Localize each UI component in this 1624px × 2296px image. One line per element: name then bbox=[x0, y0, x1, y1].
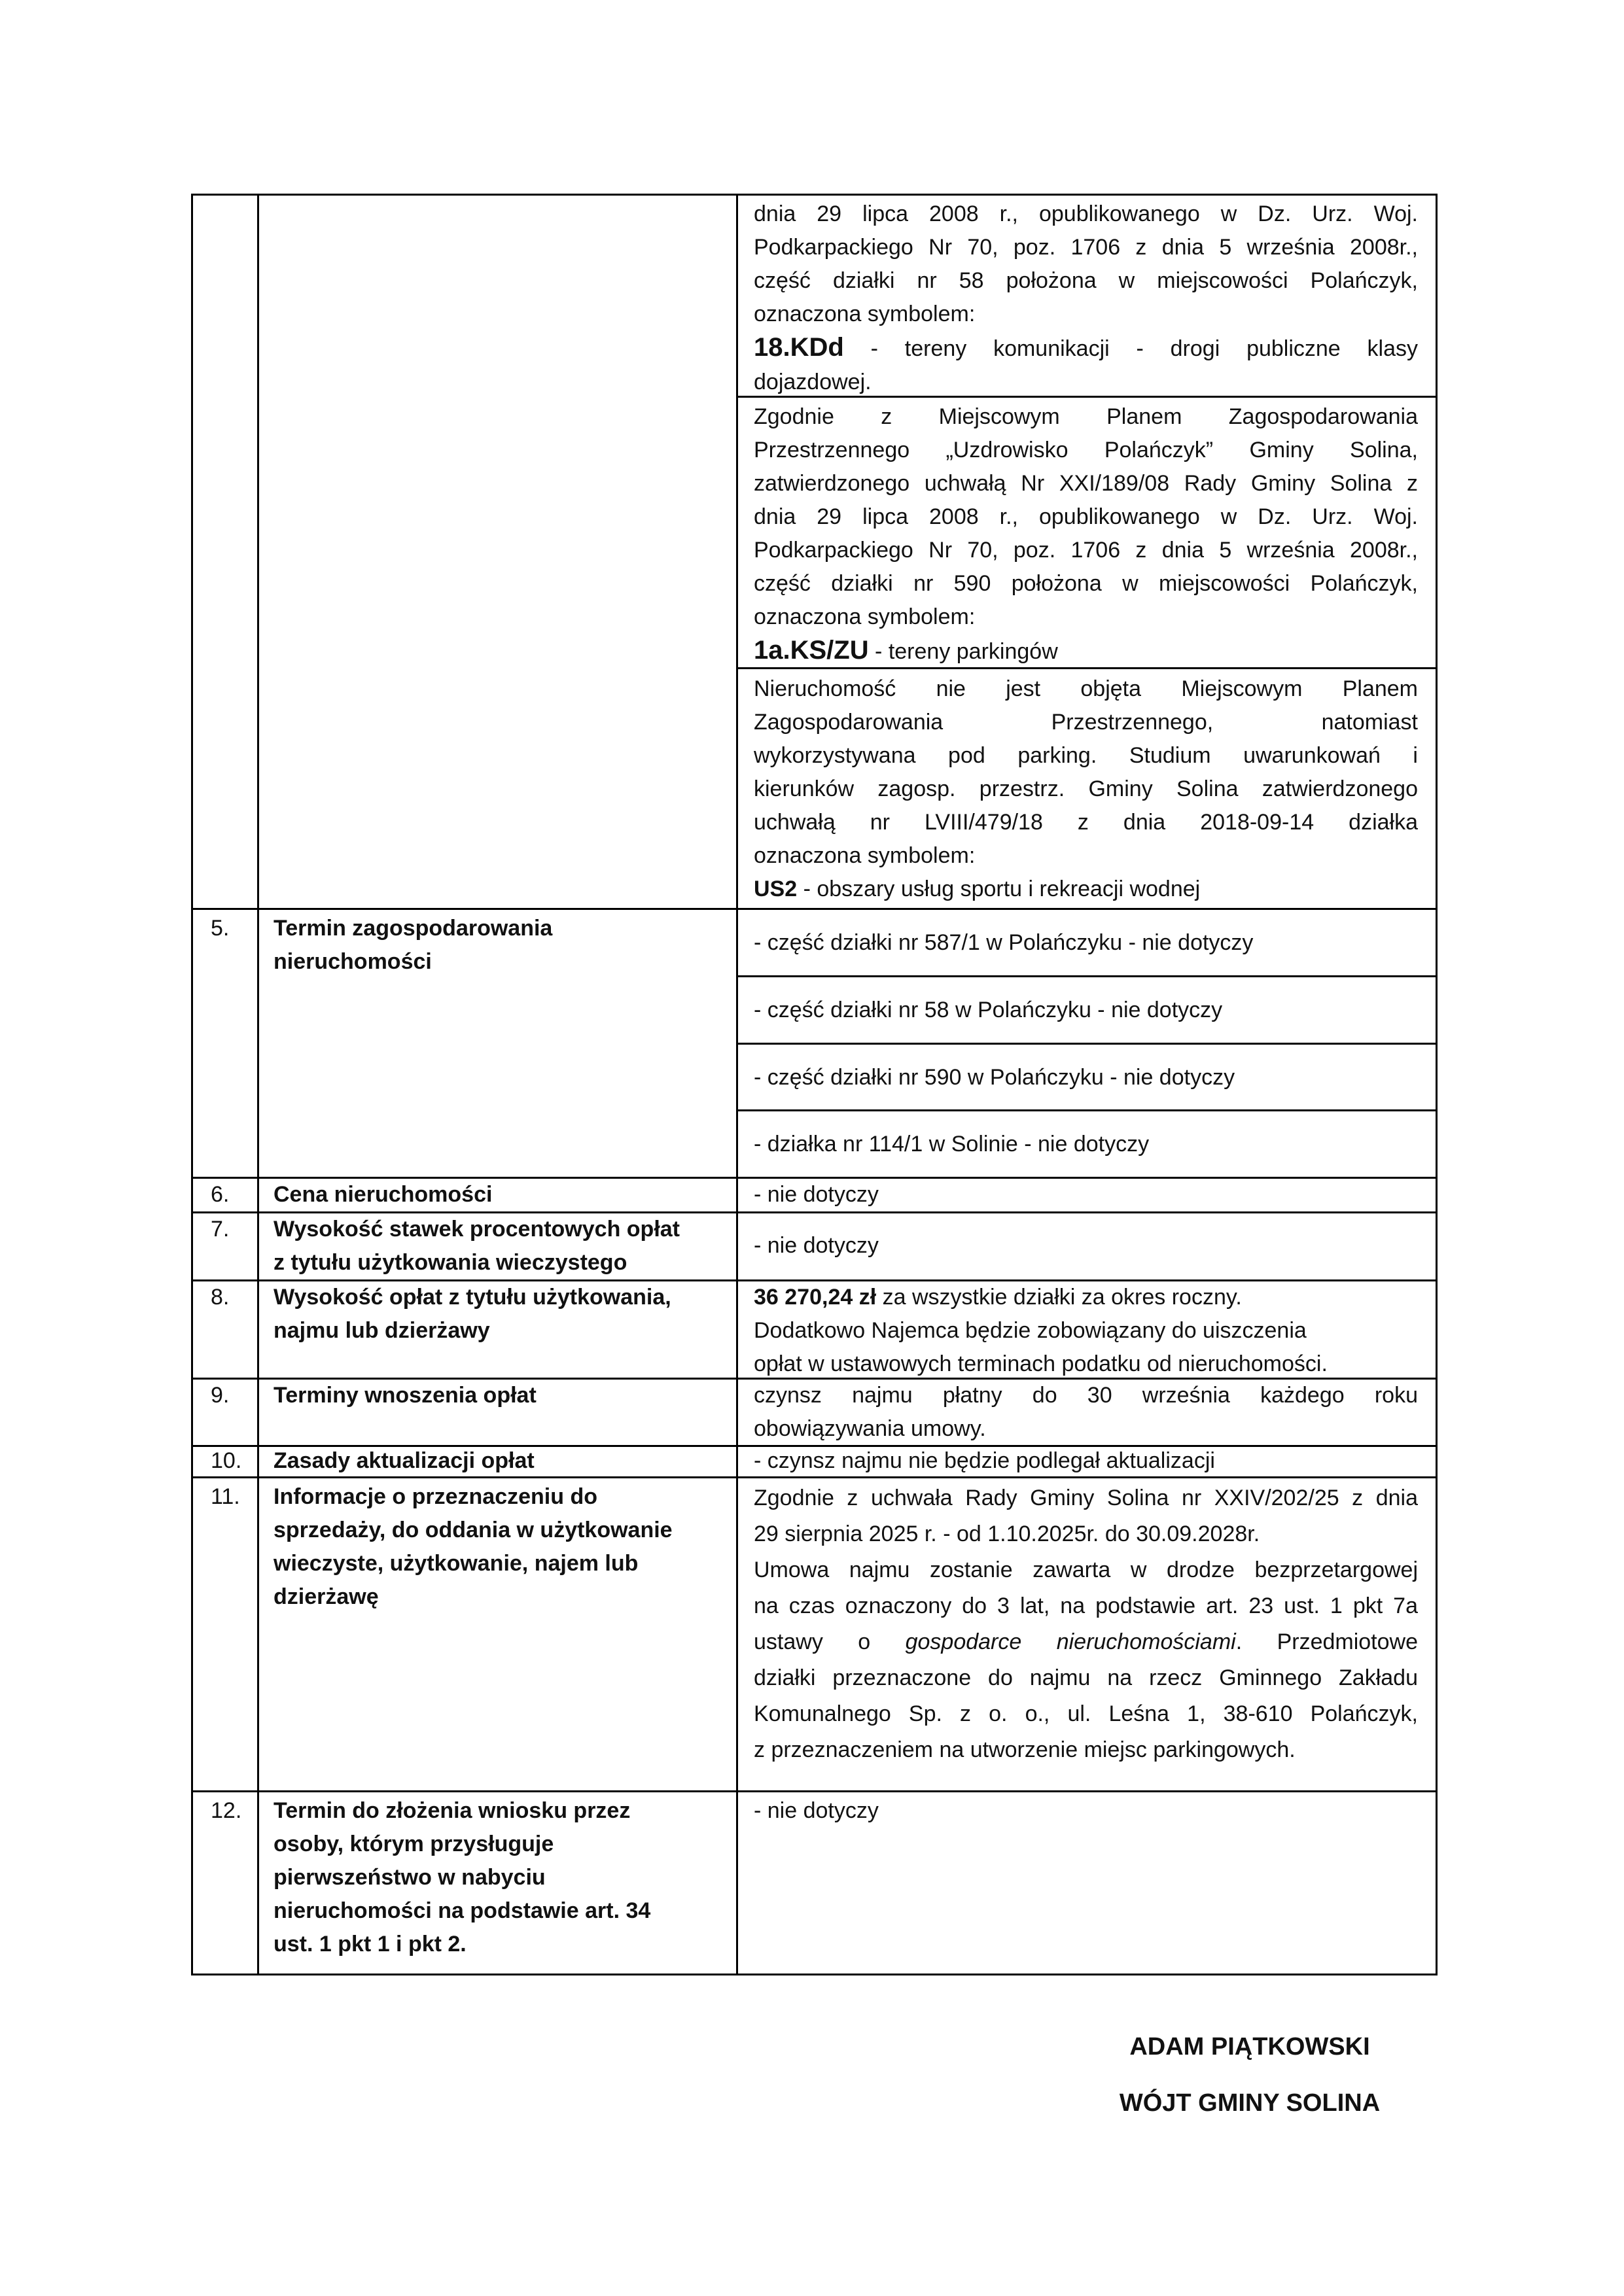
row-value: - nie dotyczy bbox=[754, 1182, 879, 1207]
row-divider-5 bbox=[191, 908, 1438, 910]
label-line: z tytułu użytkowania wieczystego bbox=[274, 1250, 627, 1275]
row-label: Zasady aktualizacji opłat bbox=[274, 1448, 535, 1473]
symbol-line bbox=[754, 873, 1418, 906]
row-number: 10. bbox=[211, 1448, 242, 1473]
row-label: Terminy wnoszenia opłat bbox=[274, 1383, 537, 1408]
label-line: pierwszeństwo w nabyciu bbox=[274, 1865, 546, 1890]
text-line: działki przeznaczone do najmu na rzecz Gminnego Zakładu bbox=[754, 1665, 1418, 1690]
row-number: 8. bbox=[211, 1285, 230, 1310]
row-number: 12. bbox=[211, 1798, 242, 1823]
row-number: 9. bbox=[211, 1383, 230, 1408]
row-divider-5-a bbox=[736, 975, 1438, 977]
row-value bbox=[754, 1480, 1418, 1768]
row-value bbox=[754, 1379, 1418, 1446]
text-line: dnia 29 lipca 2008 r., opublikowanego w Dz. Urz. Woj. bbox=[754, 201, 1418, 226]
label-line: nieruchomości na podstawie art. 34 bbox=[274, 1898, 651, 1923]
text-fragment: ustawy o bbox=[754, 1629, 906, 1654]
text-line: Komunalnego Sp. z o. o., ul. Leśna 1, 38-610 Polańczyk, bbox=[754, 1701, 1418, 1726]
text-line: uchwałą nr LVIII/479/18 z dnia 2018-09-14 działka bbox=[754, 810, 1418, 835]
label-line: ust. 1 pkt 1 i pkt 2. bbox=[274, 1932, 467, 1957]
symbol-line bbox=[754, 634, 1418, 669]
text-line: część działki nr 590 położona w miejscowości Polańczyk, bbox=[754, 571, 1418, 596]
label-line: Informacje o przeznaczeniu do bbox=[274, 1484, 597, 1509]
plan-symbol: US2 bbox=[754, 877, 798, 901]
text-line: wykorzystywana pod parking. Studium uwarunkowań i bbox=[754, 743, 1418, 768]
label-line: Termin do złożenia wniosku przez bbox=[274, 1798, 631, 1823]
plan-block-3 bbox=[754, 672, 1418, 906]
plan-symbol: 18.KDd bbox=[754, 333, 844, 362]
text-line: Dodatkowo Najemca będzie zobowiązany do uiszczenia bbox=[754, 1318, 1307, 1343]
row-value: - nie dotyczy bbox=[754, 1233, 879, 1258]
symbol-description: - tereny parkingów bbox=[868, 639, 1058, 664]
row-value: - czynsz najmu nie będzie podlegał aktualizacji bbox=[754, 1448, 1215, 1473]
label-line: Wysokość opłat z tytułu użytkowania, bbox=[274, 1285, 671, 1310]
label-line: Termin zagospodarowania bbox=[274, 916, 553, 941]
row-value bbox=[754, 1281, 1418, 1381]
text-line: Przestrzennego „Uzdrowisko Polańczyk” Gminy Solina, bbox=[754, 438, 1418, 462]
statute-name: gospodarce nieruchomościami bbox=[905, 1629, 1236, 1654]
text-line: na czas oznaczony do 3 lat, na podstawie art. 23 ust. 1 pkt 7a bbox=[754, 1593, 1418, 1618]
text-line: kierunków zagosp. przestrz. Gminy Solina zatwierdzonego bbox=[754, 776, 1418, 801]
fee-amount: 36 270,24 zł bbox=[754, 1285, 877, 1310]
text-line: Zagospodarowania Przestrzennego, natomiast bbox=[754, 710, 1418, 735]
row-value: - część działki nr 590 w Polańczyku - nie dotyczy bbox=[754, 1065, 1235, 1090]
row-label bbox=[274, 1794, 732, 1961]
text-line: 29 sierpnia 2025 r. - od 1.10.2025r. do 30.09.2028r. bbox=[754, 1522, 1260, 1546]
label-line: sprzedaży, do oddania w użytkowanie bbox=[274, 1518, 673, 1542]
row-label bbox=[274, 912, 732, 979]
symbol-line bbox=[754, 331, 1418, 366]
symbol-description: - obszary usług sportu i rekreacji wodnej bbox=[797, 877, 1201, 901]
signatory-title: WÓJT GMINY SOLINA bbox=[1119, 2089, 1381, 2117]
text-line: Nieruchomość nie jest objęta Miejscowym Planem bbox=[754, 676, 1418, 701]
text-line: część działki nr 58 położona w miejscowości Polańczyk, bbox=[754, 268, 1418, 293]
label-line: nieruchomości bbox=[274, 949, 432, 974]
text-line bbox=[754, 1281, 1418, 1314]
plan-block-1 bbox=[754, 198, 1418, 399]
text-line: oznaczona symbolem: bbox=[754, 302, 976, 326]
table-border-bottom bbox=[191, 1974, 1438, 1975]
label-line: Wysokość stawek procentowych opłat bbox=[274, 1217, 680, 1242]
row-value: - część działki nr 58 w Polańczyku - nie dotyczy bbox=[754, 998, 1223, 1022]
text-line: z przeznaczeniem na utworzenie miejsc parkingowych. bbox=[754, 1737, 1296, 1762]
row-number: 11. bbox=[211, 1484, 240, 1509]
signatory-name: ADAM PIĄTKOWSKI bbox=[1129, 2033, 1370, 2061]
row-number: 7. bbox=[211, 1217, 230, 1242]
column-divider-2 bbox=[736, 194, 738, 1975]
text-line: zatwierdzonego uchwałą Nr XXI/189/08 Rady Gminy Solina z bbox=[754, 471, 1418, 496]
text-line: dnia 29 lipca 2008 r., opublikowanego w Dz. Urz. Woj. bbox=[754, 504, 1418, 529]
row-value: - działka nr 114/1 w Solinie - nie dotyczy bbox=[754, 1132, 1150, 1157]
label-line: wieczyste, użytkowanie, najem lub bbox=[274, 1551, 639, 1576]
announcement-table bbox=[191, 194, 1438, 1975]
text-line: Zgodnie z Miejscowym Planem Zagospodarowania bbox=[754, 404, 1418, 429]
symbol-description: - tereny komunikacji - drogi publiczne klasy bbox=[843, 336, 1418, 361]
row-divider-5-c bbox=[736, 1109, 1438, 1111]
text-line: Podkarpackiego Nr 70, poz. 1706 z dnia 5 września 2008r., bbox=[754, 538, 1418, 563]
text-line: czynsz najmu płatny do 30 września każdego roku bbox=[754, 1383, 1418, 1408]
row-number: 5. bbox=[211, 916, 230, 941]
column-divider-1 bbox=[257, 194, 259, 1975]
text-line: oznaczona symbolem: bbox=[754, 604, 976, 629]
label-line: dzierżawę bbox=[274, 1584, 379, 1609]
text-line bbox=[754, 1624, 1418, 1660]
row-label bbox=[274, 1281, 732, 1348]
row-value: - nie dotyczy bbox=[754, 1798, 879, 1823]
label-line: osoby, którym przysługuje bbox=[274, 1832, 554, 1856]
label-line: najmu lub dzierżawy bbox=[274, 1318, 490, 1343]
text-line: Podkarpackiego Nr 70, poz. 1706 z dnia 5 września 2008r., bbox=[754, 235, 1418, 260]
text-line: dojazdowej. bbox=[754, 370, 872, 394]
row-value: - część działki nr 587/1 w Polańczyku - nie dotyczy bbox=[754, 930, 1254, 955]
row-divider-12 bbox=[191, 1790, 1438, 1792]
row-label bbox=[274, 1480, 732, 1614]
table-border-top bbox=[191, 194, 1438, 196]
text-fragment: . Przedmiotowe bbox=[1235, 1629, 1418, 1654]
text-line: oznaczona symbolem: bbox=[754, 843, 976, 868]
table-border-right bbox=[1436, 194, 1438, 1975]
text-line: opłat w ustawowych terminach podatku od nieruchomości. bbox=[754, 1351, 1328, 1376]
table-border-left bbox=[191, 194, 193, 1975]
text-line: Zgodnie z uchwała Rady Gminy Solina nr XXIV/202/25 z dnia bbox=[754, 1486, 1418, 1510]
plan-symbol: 1a.KS/ZU bbox=[754, 636, 869, 665]
plan-block-2 bbox=[754, 400, 1418, 669]
row-number: 6. bbox=[211, 1182, 230, 1207]
text-line: obowiązywania umowy. bbox=[754, 1416, 986, 1441]
row-divider-5-b bbox=[736, 1043, 1438, 1045]
row-label bbox=[274, 1213, 732, 1279]
text-line: Umowa najmu zostanie zawarta w drodze bezprzetargowej bbox=[754, 1557, 1418, 1582]
fee-description: za wszystkie działki za okres roczny. bbox=[876, 1285, 1242, 1310]
row-label: Cena nieruchomości bbox=[274, 1182, 493, 1207]
